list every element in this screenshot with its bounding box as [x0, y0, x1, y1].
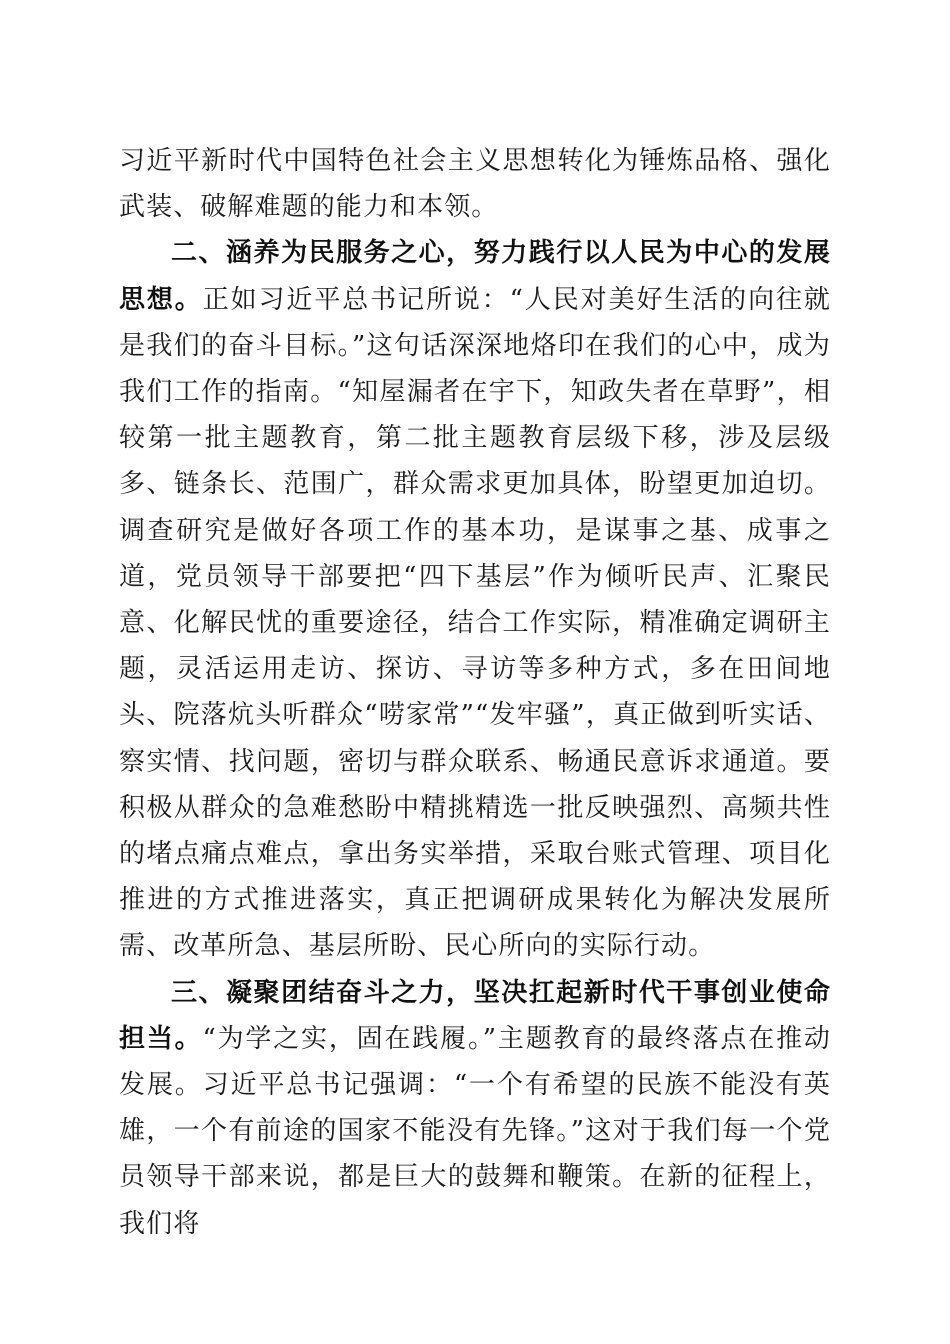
paragraph-continuation	[119, 138, 831, 230]
document-body	[119, 138, 831, 1247]
paragraph-section-two	[119, 230, 831, 969]
section-heading-three: 三、凝聚团结奋斗之力，坚决扛起新时代干事创业使命担当。	[119, 977, 831, 1054]
paragraph-body: “为学之实，固在践履。”主题教育的最终落点在推动发展。习近平总书记强调：“一个有希望的民族不能没有英雄，一个有前途的国家不能没有先锋。”这对于我们每一个党员领导干部来说，都是巨大的鼓舞和鞭策。在新的征程上，我们将	[119, 1023, 831, 1239]
section-heading-two: 二、涵养为民服务之心，努力践行以人民为中心的发展思想。	[119, 238, 831, 315]
paragraph-body: 正如习近平总书记所说：“人民对美好生活的向往就是我们的奋斗目标。”这句话深深地烙印在我们的心中，成为我们工作的指南。“知屋漏者在宇下，知政失者在草野”，相较第一批主题教育，第二批主题教育层级下移，涉及层级多、链条长、范围广，群众需求更加具体，盼望更加迫切。调查研究是做好各项工作的基本功，是谋事之基、成事之道，党员领导干部要把“四下基层”作为倾听民声、汇聚民意、化解民忧的重要途径，结合工作实际，精准确定调研主题，灵活运用走访、探访、寻访等多种方式，多在田间地头、院落炕头听群众“唠家常”“发牢骚”，真正做到听实话、察实情、找问题，密切与群众联系、畅通民意诉求通道。要积极从群众的急难愁盼中精挑精选一批反映强烈、高频共性的堵点痛点难点，拿出务实举措，采取台账式管理、项目化推进的方式推进落实，真正把调研成果转化为解决发展所需、改革所急、基层所盼、民心所向的实际行动。	[119, 284, 831, 962]
paragraph-body: 习近平新时代中国特色社会主义思想转化为锤炼品格、强化武装、破解难题的能力和本领。	[119, 146, 831, 223]
paragraph-section-three	[119, 970, 831, 1247]
